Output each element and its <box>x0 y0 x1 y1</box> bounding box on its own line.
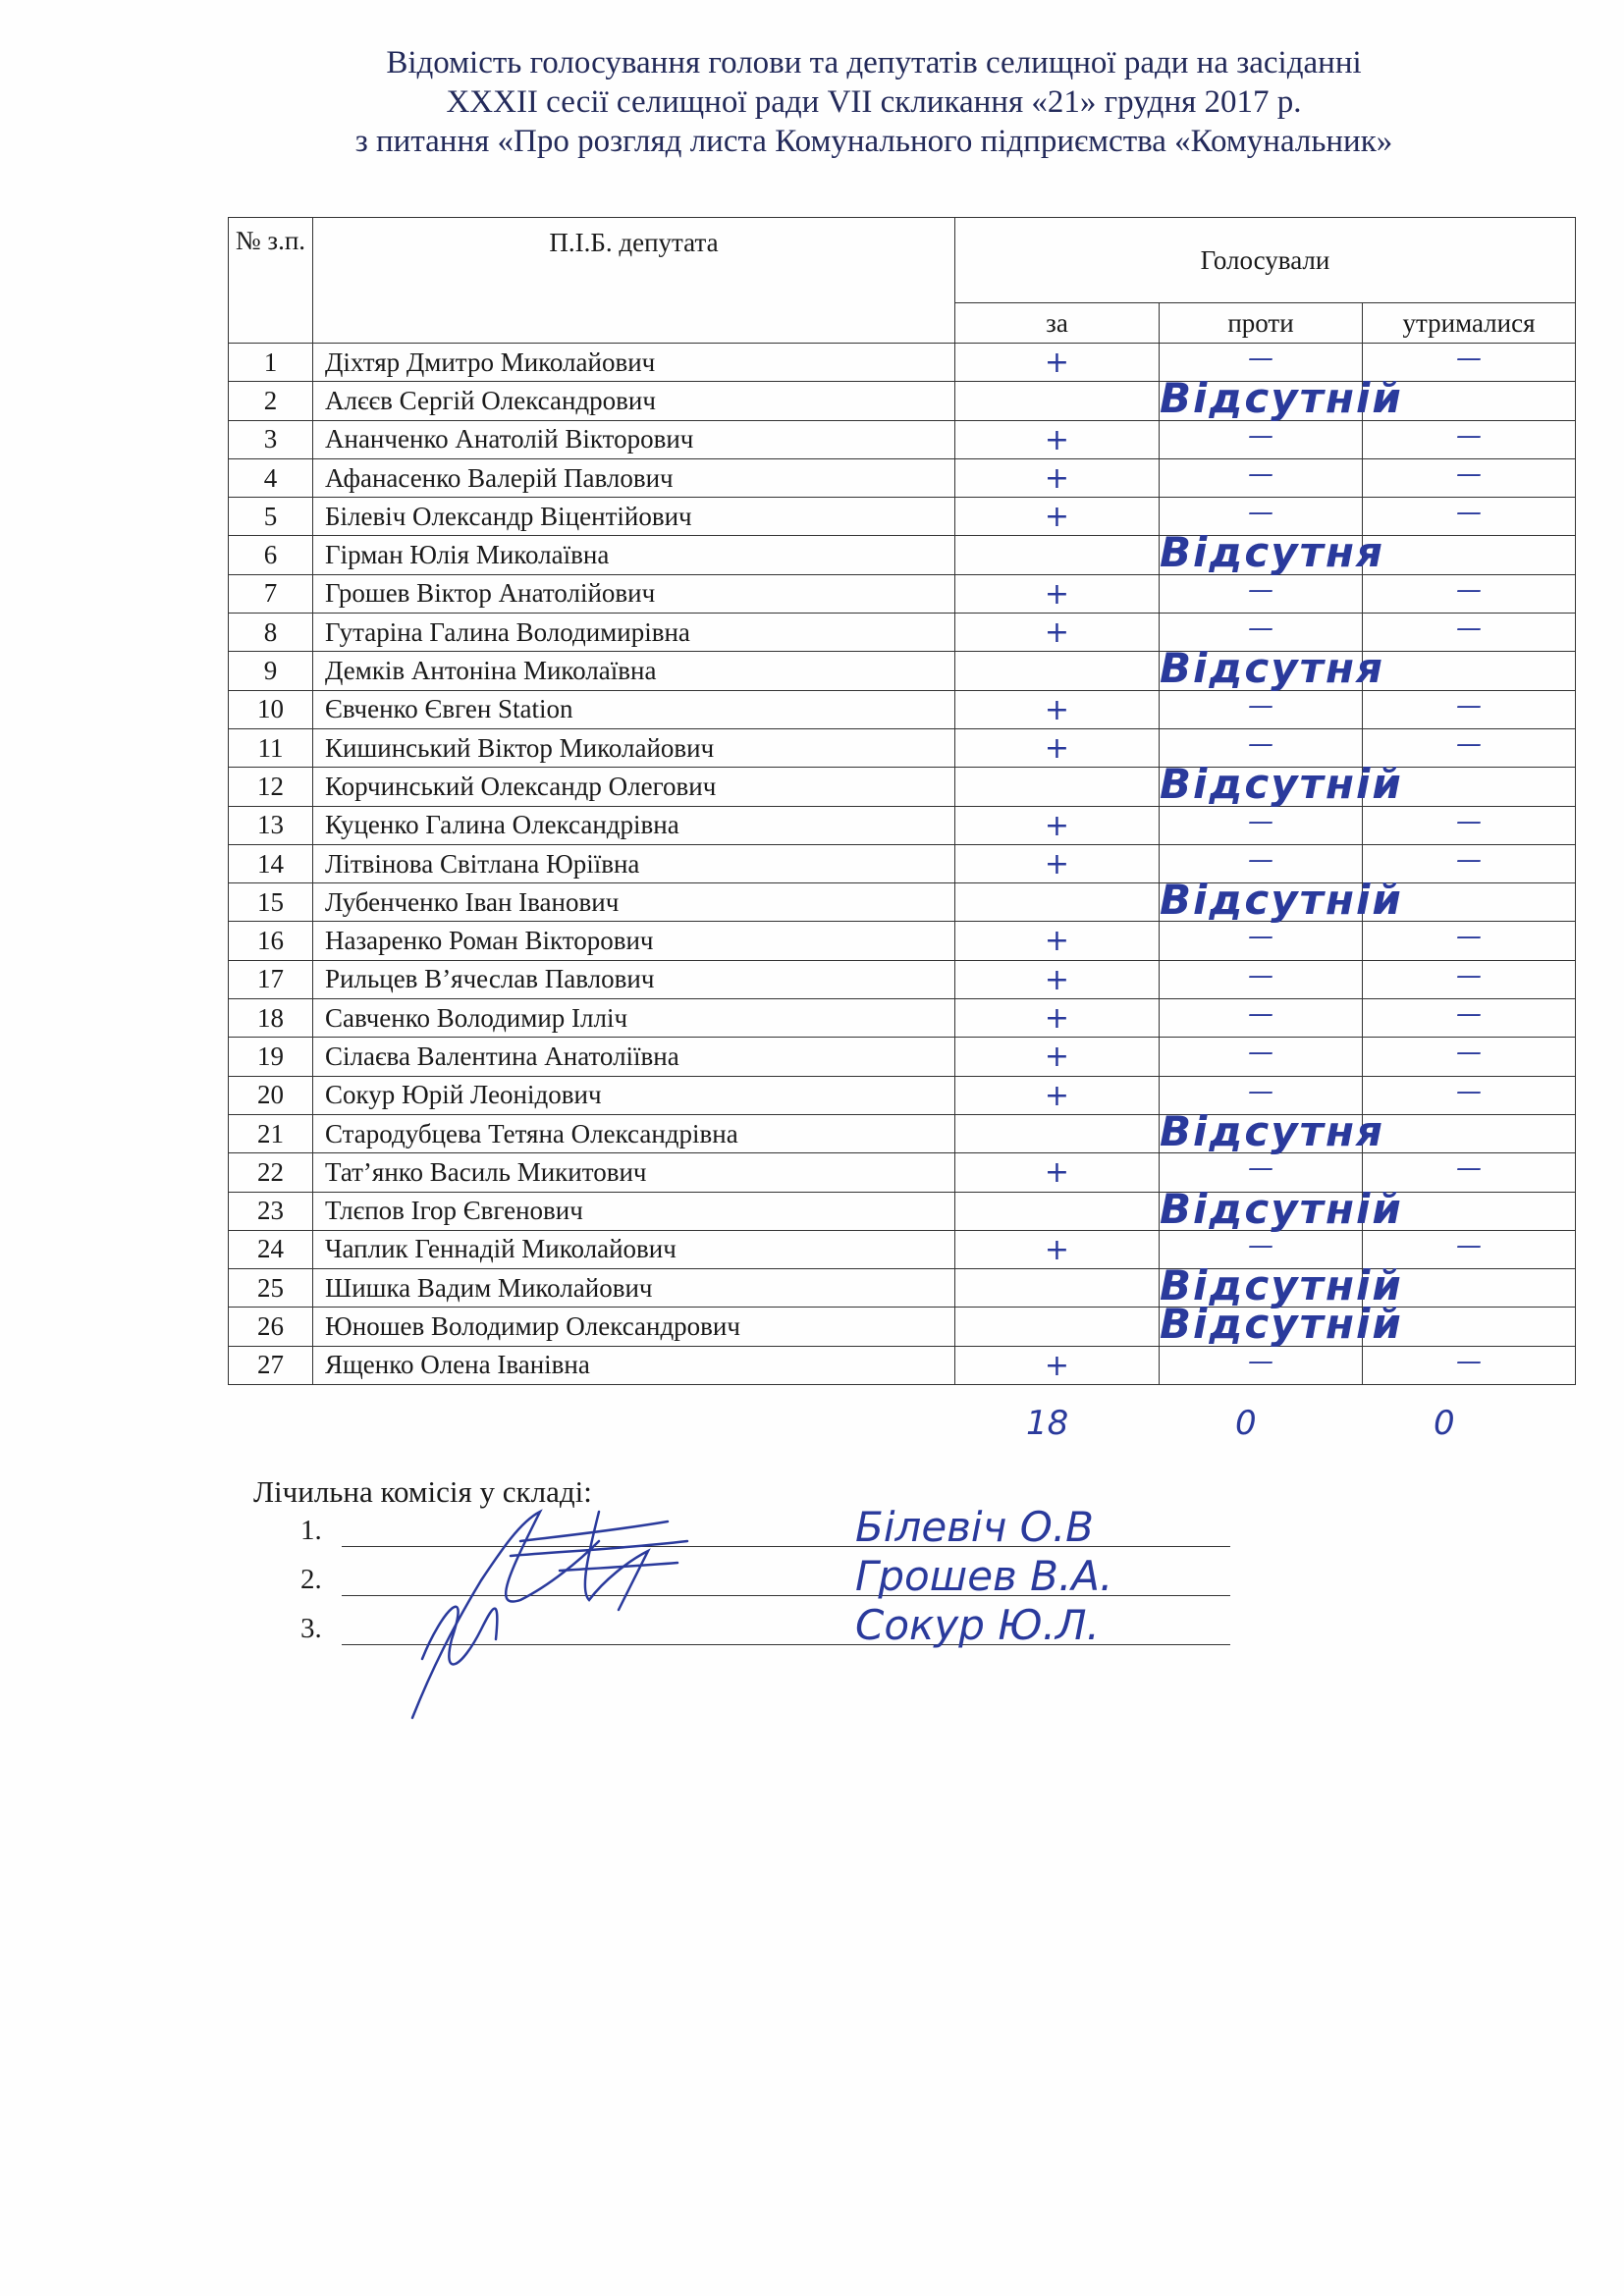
vote-abstained-cell <box>1363 806 1576 844</box>
vote-against-cell <box>1160 1106 1384 1155</box>
vote-abstained-cell <box>1363 1192 1576 1230</box>
vote-abstained-cell <box>1363 768 1576 806</box>
vote-for-cell <box>955 652 1160 690</box>
vote-against-cell <box>1160 922 1363 960</box>
vote-for-cell <box>955 844 1160 882</box>
vote-for-mark: + <box>1044 730 1070 766</box>
vote-abstained-cell <box>1363 883 1576 922</box>
vote-against-mark: — <box>1248 1038 1273 1068</box>
vote-for-cell <box>955 1114 1160 1152</box>
vote-against-cell <box>1160 644 1384 693</box>
deputy-name: Білевіч Олександр Віцентійович <box>313 498 955 536</box>
row-number: 19 <box>229 1038 313 1076</box>
row-number: 2 <box>229 382 313 420</box>
vote-abstained-cell <box>1363 574 1576 613</box>
vote-abstained-mark: — <box>1456 1076 1482 1106</box>
vote-against-mark: — <box>1248 844 1273 875</box>
vote-abstained-cell <box>1363 960 1576 998</box>
commission-member <box>300 1552 1113 1600</box>
vote-for-mark: + <box>1044 346 1070 380</box>
deputy-name: Афанасенко Валерій Павлович <box>313 458 955 497</box>
vote-against-cell <box>1160 458 1363 497</box>
table-row <box>229 420 1576 458</box>
vote-for-mark: + <box>1044 500 1070 535</box>
deputy-name: Діхтяр Дмитро Миколайович <box>313 344 955 382</box>
vote-against-cell <box>1160 528 1384 577</box>
vote-against-cell <box>1160 1300 1403 1349</box>
vote-abstained-mark: — <box>1456 420 1482 451</box>
row-number: 25 <box>229 1269 313 1308</box>
header-name: П.І.Б. депутата <box>313 218 955 344</box>
vote-for-mark: + <box>1044 1040 1070 1075</box>
deputy-name: Демків Антоніна Миколаївна <box>313 652 955 690</box>
vote-abstained-cell <box>1363 652 1576 690</box>
vote-for-cell <box>955 1269 1160 1308</box>
table-row <box>229 382 1576 420</box>
vote-abstained-cell <box>1363 1114 1576 1152</box>
absent-mark: Відсутній <box>1160 1300 1403 1349</box>
vote-for-cell <box>955 806 1160 844</box>
vote-for-cell <box>955 768 1160 806</box>
absent-mark: Відсутня <box>1160 528 1384 577</box>
absent-mark: Відсутній <box>1160 1184 1403 1233</box>
vote-against-mark: — <box>1248 1153 1273 1184</box>
vote-abstained-mark: — <box>1456 344 1482 373</box>
deputy-name: Тат’янко Василь Микитович <box>313 1153 955 1192</box>
vote-for-cell <box>955 1153 1160 1192</box>
deputy-name: Тлєпов Ігор Євгенович <box>313 1192 955 1230</box>
vote-abstained-cell <box>1363 999 1576 1038</box>
table-row <box>229 458 1576 497</box>
vote-for-mark: + <box>1044 1348 1070 1383</box>
deputy-name: Сілаєва Валентина Анатоліївна <box>313 1038 955 1076</box>
header-against: проти <box>1160 303 1363 344</box>
vote-abstained-cell <box>1363 420 1576 458</box>
vote-abstained-mark: — <box>1456 458 1482 489</box>
deputy-name: Куценко Галина Олександрівна <box>313 806 955 844</box>
vote-against-cell <box>1160 806 1363 844</box>
vote-abstained-mark: — <box>1456 614 1482 644</box>
vote-for-cell <box>955 458 1160 497</box>
table-row <box>229 883 1576 922</box>
deputy-name: Чаплик Геннадій Миколайович <box>313 1230 955 1268</box>
deputy-name: Євченко Євген Station <box>313 690 955 728</box>
deputy-name: Кишинський Віктор Миколайович <box>313 728 955 767</box>
handwritten-signatures <box>393 1492 717 1728</box>
vote-abstained-cell <box>1363 498 1576 536</box>
vote-for-mark: + <box>1044 1001 1070 1037</box>
vote-against-cell <box>1160 876 1403 925</box>
vote-against-mark: — <box>1248 420 1273 451</box>
vote-against-cell <box>1160 690 1363 728</box>
header-votes: Голосували <box>955 218 1576 303</box>
vote-for-cell <box>955 498 1160 536</box>
vote-for-mark: + <box>1044 808 1070 843</box>
vote-for-cell <box>955 382 1160 420</box>
vote-against-cell <box>1160 999 1363 1038</box>
vote-against-mark: — <box>1248 344 1273 373</box>
row-number: 22 <box>229 1153 313 1192</box>
vote-abstained-cell <box>1363 922 1576 960</box>
absent-mark: Відсутня <box>1160 1106 1384 1155</box>
vote-abstained-cell <box>1363 382 1576 420</box>
header-number: № з.п. <box>229 218 313 344</box>
row-number: 21 <box>229 1114 313 1152</box>
commission-member <box>300 1503 1094 1551</box>
deputy-name: Савченко Володимир Ілліч <box>313 999 955 1038</box>
commission-label: Лічильна комісія у складі: <box>253 1474 592 1509</box>
row-number: 13 <box>229 806 313 844</box>
vote-against-mark: — <box>1248 574 1273 605</box>
vote-abstained-mark: — <box>1456 1153 1482 1184</box>
row-number: 6 <box>229 536 313 574</box>
table-row <box>229 690 1576 728</box>
vote-abstained-mark: — <box>1456 806 1482 836</box>
vote-for-cell <box>955 1230 1160 1268</box>
table-row <box>229 960 1576 998</box>
row-number: 26 <box>229 1308 313 1346</box>
vote-against-mark: — <box>1248 922 1273 952</box>
row-number: 17 <box>229 960 313 998</box>
deputy-name: Шишка Вадим Миколайович <box>313 1269 955 1308</box>
absent-mark: Відсутній <box>1160 1261 1403 1310</box>
vote-for-cell <box>955 1346 1160 1384</box>
deputy-name: Юношев Володимир Олександрович <box>313 1308 955 1346</box>
vote-against-mark: — <box>1248 1230 1273 1260</box>
row-number: 3 <box>229 420 313 458</box>
vote-against-cell <box>1160 574 1363 613</box>
deputy-name: Ященко Олена Іванівна <box>313 1346 955 1384</box>
vote-for-cell <box>955 690 1160 728</box>
row-number: 9 <box>229 652 313 690</box>
vote-against-cell <box>1160 960 1363 998</box>
title-line-2: XXXII сесії селищної ради VII скликання «21» грудня 2017 р. <box>446 84 1302 120</box>
vote-abstained-cell <box>1363 1308 1576 1346</box>
vote-abstained-cell <box>1363 690 1576 728</box>
vote-for-mark: + <box>1044 962 1070 997</box>
total-against: 0 <box>1235 1404 1257 1443</box>
table-row <box>229 652 1576 690</box>
vote-against-mark: — <box>1248 498 1273 528</box>
vote-abstained-mark: — <box>1456 844 1482 875</box>
title-line-3: з питання «Про розгляд листа Комунального підприємства «Комунальник» <box>354 124 1393 159</box>
table-row <box>229 806 1576 844</box>
vote-against-cell <box>1160 760 1403 809</box>
vote-for-cell <box>955 1192 1160 1230</box>
vote-abstained-mark: — <box>1456 1346 1482 1376</box>
deputy-name: Алєєв Сергій Олександрович <box>313 382 955 420</box>
vote-abstained-mark: — <box>1456 960 1482 990</box>
absent-mark: Відсутній <box>1160 760 1403 809</box>
vote-abstained-mark: — <box>1456 1230 1482 1260</box>
deputy-name: Гутаріна Галина Володимирівна <box>313 614 955 652</box>
vote-against-mark: — <box>1248 1076 1273 1106</box>
voting-table <box>228 217 1576 1385</box>
vote-against-cell <box>1160 374 1403 423</box>
row-number: 14 <box>229 844 313 882</box>
row-number: 5 <box>229 498 313 536</box>
vote-abstained-cell <box>1363 1038 1576 1076</box>
vote-for-mark: + <box>1044 846 1070 881</box>
deputy-name: Рильцев В’ячеслав Павлович <box>313 960 955 998</box>
member-number: 2. <box>300 1564 322 1595</box>
vote-for-cell <box>955 999 1160 1038</box>
vote-against-mark: — <box>1248 690 1273 721</box>
table-row <box>229 536 1576 574</box>
total-for: 18 <box>1026 1404 1069 1443</box>
vote-abstained-mark: — <box>1456 922 1482 952</box>
vote-against-mark: — <box>1248 728 1273 759</box>
vote-for-mark: + <box>1044 692 1070 727</box>
vote-for-cell <box>955 922 1160 960</box>
deputy-name: Корчинський Олександр Олегович <box>313 768 955 806</box>
vote-abstained-cell <box>1363 536 1576 574</box>
vote-for-mark: + <box>1044 924 1070 959</box>
vote-for-mark: + <box>1044 576 1070 612</box>
row-number: 11 <box>229 728 313 767</box>
vote-abstained-mark: — <box>1456 690 1482 721</box>
deputy-name: Сокур Юрій Леонідович <box>313 1076 955 1114</box>
vote-abstained-cell <box>1363 1076 1576 1114</box>
header-for: за <box>955 303 1160 344</box>
vote-abstained-mark: — <box>1456 574 1482 605</box>
vote-abstained-mark: — <box>1456 498 1482 528</box>
vote-abstained-mark: — <box>1456 1038 1482 1068</box>
table-row <box>229 574 1576 613</box>
vote-abstained-cell <box>1363 1346 1576 1384</box>
row-number: 7 <box>229 574 313 613</box>
deputy-name: Стародубцева Тетяна Олександрівна <box>313 1114 955 1152</box>
row-number: 10 <box>229 690 313 728</box>
vote-for-cell <box>955 1308 1160 1346</box>
deputy-name: Назаренко Роман Вікторович <box>313 922 955 960</box>
table-row <box>229 768 1576 806</box>
table-row <box>229 1038 1576 1076</box>
vote-for-mark: + <box>1044 460 1070 496</box>
vote-for-mark: + <box>1044 1155 1070 1191</box>
member-number: 3. <box>300 1613 322 1644</box>
row-number: 12 <box>229 768 313 806</box>
vote-for-cell <box>955 1076 1160 1114</box>
vote-abstained-cell <box>1363 614 1576 652</box>
vote-for-mark: + <box>1044 1078 1070 1113</box>
vote-against-mark: — <box>1248 999 1273 1030</box>
table-row <box>229 1308 1576 1346</box>
row-number: 4 <box>229 458 313 497</box>
row-number: 15 <box>229 883 313 922</box>
vote-against-mark: — <box>1248 960 1273 990</box>
row-number: 20 <box>229 1076 313 1114</box>
vote-against-mark: — <box>1248 1346 1273 1376</box>
vote-for-cell <box>955 536 1160 574</box>
member-signed-name: Грошев В.А. <box>855 1552 1113 1600</box>
absent-mark: Відсутній <box>1160 876 1403 925</box>
deputy-name: Гірман Юлія Миколаївна <box>313 536 955 574</box>
vote-for-cell <box>955 574 1160 613</box>
title-line-1: Відомість голосування голови та депутатів селищної ради на засіданні <box>386 45 1362 80</box>
vote-for-cell <box>955 614 1160 652</box>
vote-for-mark: + <box>1044 422 1070 457</box>
absent-mark: Відсутній <box>1160 374 1403 423</box>
member-signed-name: Сокур Ю.Л. <box>855 1601 1100 1649</box>
row-number: 1 <box>229 344 313 382</box>
row-number: 18 <box>229 999 313 1038</box>
table-row <box>229 999 1576 1038</box>
row-number: 16 <box>229 922 313 960</box>
vote-for-cell <box>955 960 1160 998</box>
vote-against-cell <box>1160 1038 1363 1076</box>
vote-for-cell <box>955 420 1160 458</box>
row-number: 8 <box>229 614 313 652</box>
vote-abstained-mark: — <box>1456 999 1482 1030</box>
member-signed-name: Білевіч О.В <box>855 1503 1094 1551</box>
header-abstained: утрималися <box>1363 303 1576 344</box>
vote-against-cell <box>1160 420 1363 458</box>
vote-for-cell <box>955 728 1160 767</box>
document-title <box>245 43 1502 161</box>
vote-for-cell <box>955 344 1160 382</box>
deputy-name: Лубенченко Іван Іванович <box>313 883 955 922</box>
vote-abstained-cell <box>1363 458 1576 497</box>
deputy-name: Грошев Віктор Анатолійович <box>313 574 955 613</box>
deputy-name: Ананченко Анатолій Вікторович <box>313 420 955 458</box>
deputy-name: Літвінова Світлана Юріївна <box>313 844 955 882</box>
vote-against-mark: — <box>1248 614 1273 644</box>
commission-member <box>300 1601 1100 1649</box>
row-number: 23 <box>229 1192 313 1230</box>
row-number: 24 <box>229 1230 313 1268</box>
member-number: 1. <box>300 1515 322 1546</box>
vote-for-cell <box>955 883 1160 922</box>
total-abstained: 0 <box>1434 1404 1455 1443</box>
absent-mark: Відсутня <box>1160 644 1384 693</box>
table-row <box>229 1114 1576 1152</box>
vote-for-mark: + <box>1044 615 1070 651</box>
table-row <box>229 1346 1576 1384</box>
table-row <box>229 922 1576 960</box>
vote-against-mark: — <box>1248 806 1273 836</box>
row-number: 27 <box>229 1346 313 1384</box>
vote-against-cell <box>1160 1346 1363 1384</box>
vote-against-cell <box>1160 1184 1403 1233</box>
vote-against-mark: — <box>1248 458 1273 489</box>
vote-abstained-mark: — <box>1456 728 1482 759</box>
vote-for-mark: + <box>1044 1232 1070 1267</box>
vote-for-cell <box>955 1038 1160 1076</box>
table-row <box>229 1192 1576 1230</box>
